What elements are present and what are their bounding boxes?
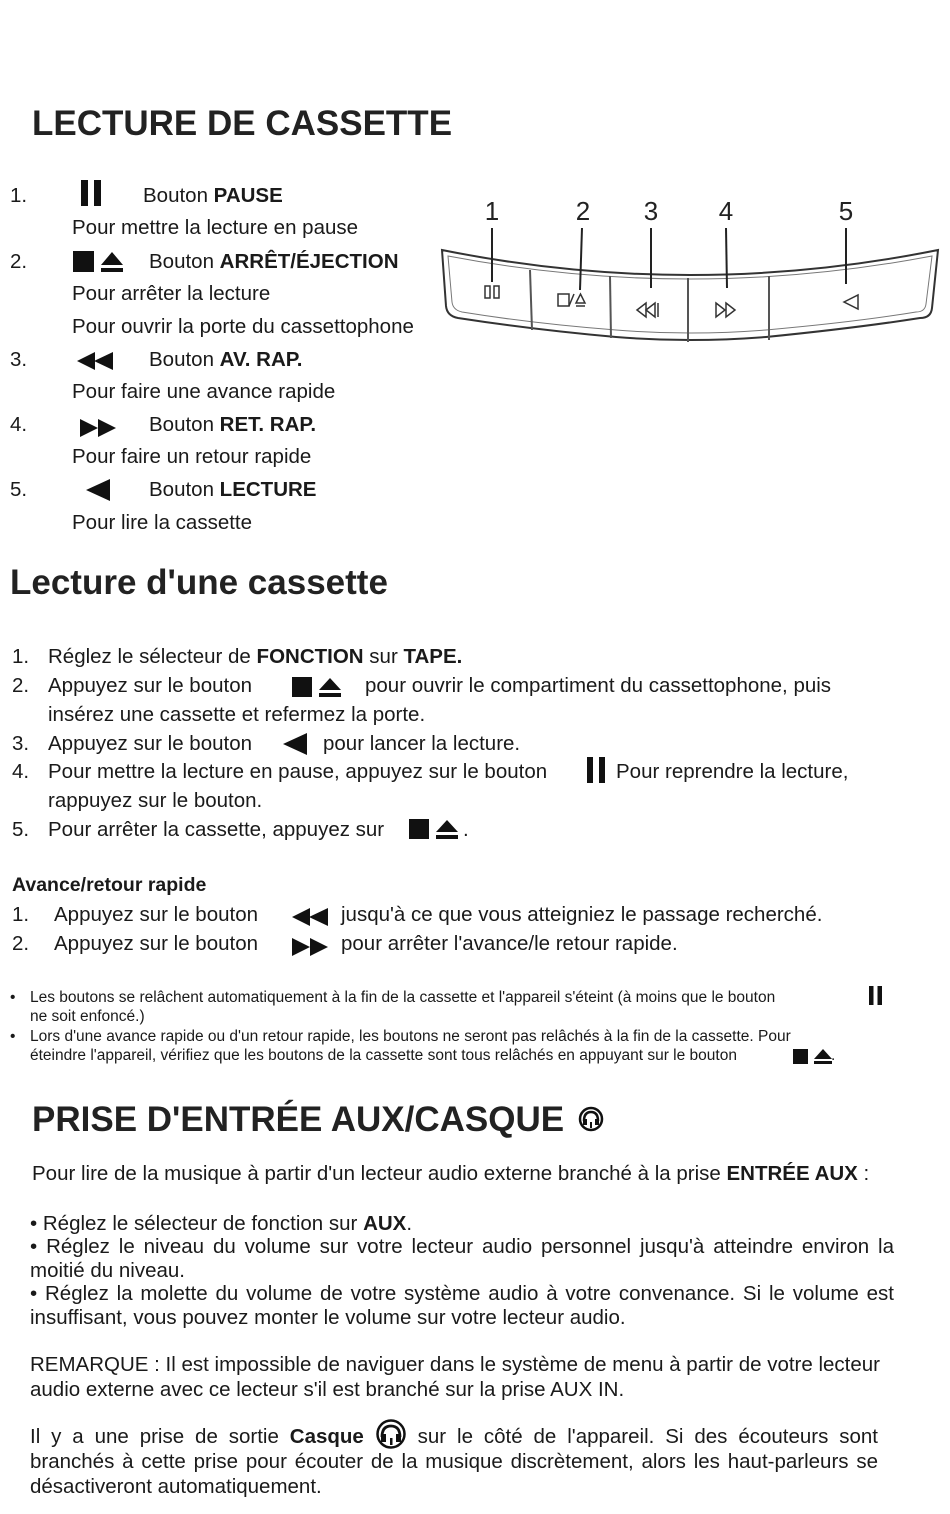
diagram-label: 5 [838, 196, 854, 226]
note-text: éteindre l'appareil, vérifiez que les boutons de la cassette sont tous relâchés en appuyant sur le bouton [30, 1047, 737, 1064]
step-number: 5. [12, 818, 30, 841]
step-text: rappuyez sur le bouton. [48, 789, 263, 812]
step-number: 1. [12, 645, 30, 668]
step-text: Pour reprendre la lecture, [616, 760, 849, 783]
item-label: Bouton PAUSE [143, 184, 283, 207]
stop-eject-icon [292, 676, 346, 698]
item-desc: Pour faire une avance rapide [72, 380, 336, 403]
section-title: Lecture d'une cassette [10, 563, 388, 602]
rewind-icon [80, 417, 118, 439]
item-label: Bouton AV. RAP. [149, 348, 303, 371]
diagram-label: 1 [484, 196, 500, 226]
pause-icon [81, 180, 103, 206]
step-text: Appuyez sur le bouton [48, 732, 252, 755]
diagram-label: 2 [575, 196, 591, 226]
rewind-icon [292, 936, 330, 958]
aux-bullet: • Réglez le niveau du volume sur votre lecteur audio personnel jusqu'à atteindre environ la moitié du niveau. [30, 1235, 894, 1282]
item-label: Bouton LECTURE [149, 478, 317, 501]
note-text: ne soit enfoncé.) [30, 1008, 145, 1025]
headphones-icon [375, 1419, 407, 1449]
play-icon [283, 733, 309, 755]
item-number: 3. [10, 348, 28, 371]
stop-eject-icon [793, 1048, 835, 1065]
item-desc: Pour ouvrir la porte du cassettophone [72, 315, 414, 338]
item-desc: Pour arrêter la lecture [72, 282, 271, 305]
bullet: • [10, 1028, 16, 1045]
step-text: pour ouvrir le compartiment du cassettophone, puis [365, 674, 832, 697]
aux-bullet: • Réglez le sélecteur de fonction sur AUX. [30, 1212, 413, 1235]
step-text: insérez une cassette et refermez la porte. [48, 703, 426, 726]
step-number: 2. [12, 932, 30, 955]
step-text: Appuyez sur le bouton [48, 674, 252, 697]
aux-intro: Pour lire de la musique à partir d'un lecteur audio externe branché à la prise ENTRÉE AUX : [32, 1162, 870, 1185]
item-desc: Pour mettre la lecture en pause [72, 216, 359, 239]
item-label: Bouton RET. RAP. [149, 413, 317, 436]
step-text: pour lancer la lecture. [323, 732, 521, 755]
step-text: Réglez le sélecteur de FONCTION sur TAPE. [48, 645, 463, 668]
step-text: Pour arrêter la cassette, appuyez sur [48, 818, 385, 841]
item-number: 1. [10, 184, 28, 207]
item-label: Bouton ARRÊT/ÉJECTION [149, 250, 399, 273]
step-text: . [463, 818, 469, 841]
stop-eject-icon [409, 818, 463, 840]
fast-forward-icon [77, 350, 115, 372]
pause-icon [587, 757, 607, 783]
fast-forward-icon [292, 906, 330, 928]
diagram-label: 3 [643, 196, 659, 226]
step-number: 2. [12, 674, 30, 697]
casque-paragraph: Il y a une prise de sortie Casque sur le côté de l'appareil. Si des écouteurs sont branchés à cette prise pour écouter de la musique discrètement, alors les haut-parleurs se désactiveront automatiquement. [30, 1424, 878, 1499]
play-icon [86, 479, 112, 501]
step-text: Appuyez sur le bouton [54, 903, 258, 926]
section-title: PRISE D'ENTRÉE AUX/CASQUE [32, 1100, 604, 1140]
step-number: 1. [12, 903, 30, 926]
item-number: 4. [10, 413, 28, 436]
note-text: Lors d'une avance rapide ou d'un retour rapide, les boutons ne seront pas relâchés à la fin de la cassette. Pour [30, 1028, 791, 1045]
item-number: 2. [10, 250, 28, 273]
aux-bullet: • Réglez la molette du volume de votre système audio à votre convenance. Si le volume est insuffisant, vous pouvez monter le volume sur votre lecteur audio. [30, 1282, 894, 1329]
pause-icon [869, 986, 883, 1005]
headphones-icon [578, 1106, 604, 1132]
remark: REMARQUE : Il est impossible de naviguer dans le système de menu à partir de votre lecteur audio externe avec ce lecteur s'il est branché sur la prise AUX IN. [30, 1353, 880, 1401]
cassette-panel-diagram [436, 190, 944, 350]
bullet: • [10, 989, 16, 1006]
item-desc: Pour faire un retour rapide [72, 445, 312, 468]
step-number: 4. [12, 760, 30, 783]
note-text: Les boutons se relâchent automatiquement à la fin de la cassette et l'appareil s'éteint (à moins que le bouton [30, 989, 776, 1006]
note-text: . [831, 1047, 836, 1064]
diagram-label: 4 [718, 196, 734, 226]
step-text: jusqu'à ce que vous atteigniez le passage recherché. [341, 903, 823, 926]
step-text: Appuyez sur le bouton [54, 932, 258, 955]
item-desc: Pour lire la cassette [72, 511, 253, 534]
stop-eject-icon [73, 250, 127, 274]
step-text: pour arrêter l'avance/le retour rapide. [341, 932, 678, 955]
subsection-title: Avance/retour rapide [12, 874, 207, 896]
step-number: 3. [12, 732, 30, 755]
item-number: 5. [10, 478, 28, 501]
step-text: Pour mettre la lecture en pause, appuyez sur le bouton [48, 760, 548, 783]
section-title: LECTURE DE CASSETTE [32, 104, 453, 143]
